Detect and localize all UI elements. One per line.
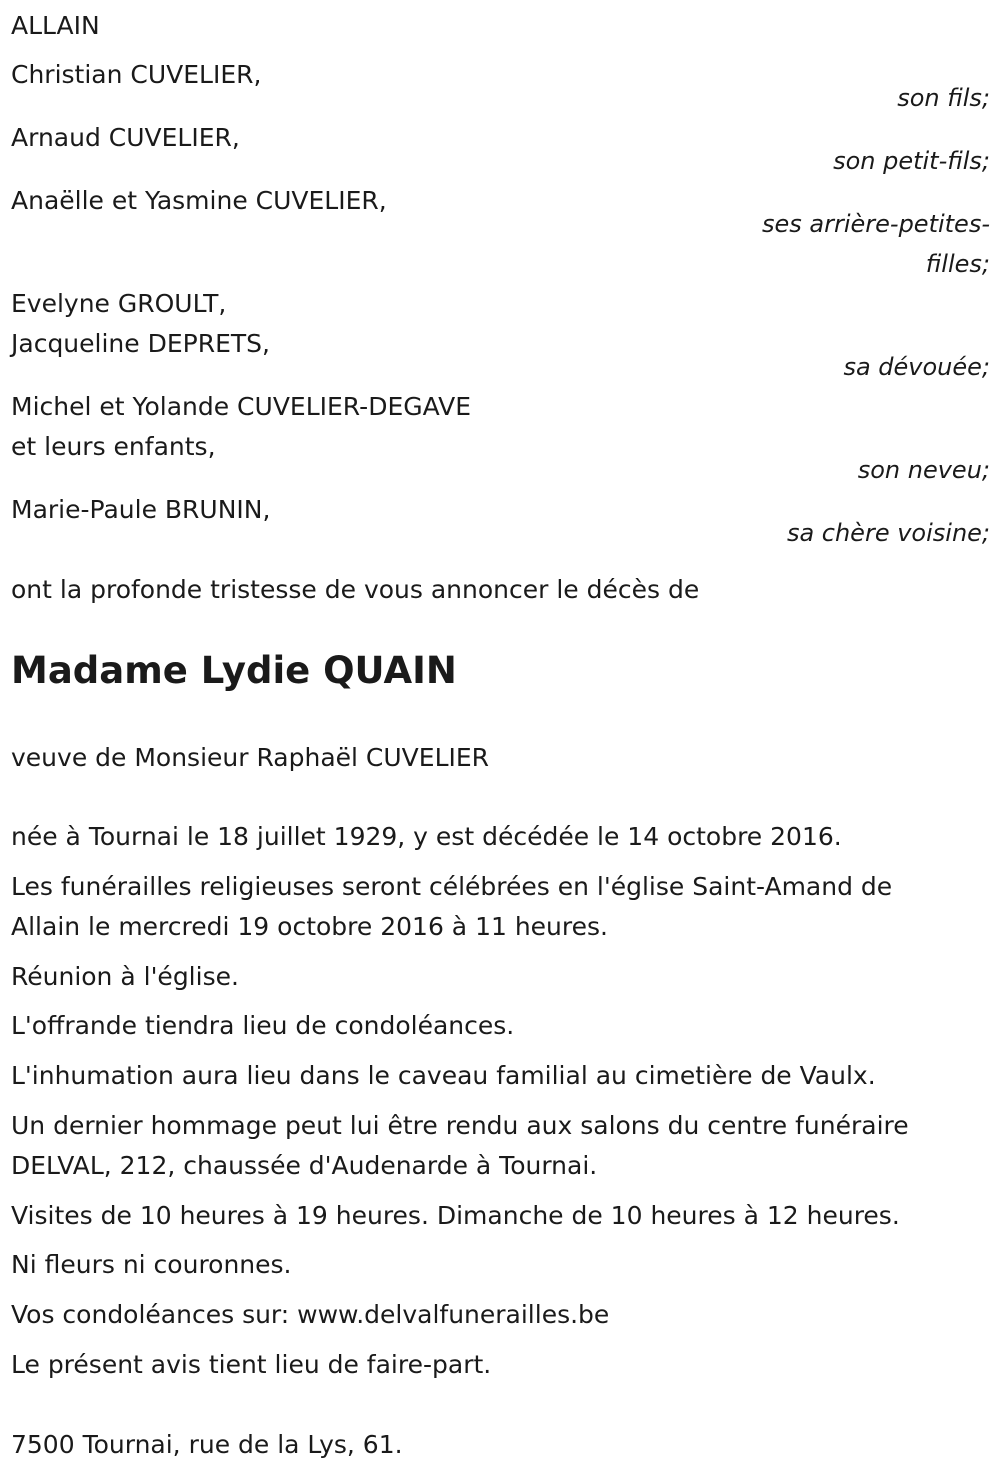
offering-text: L'offrande tiendra lieu de condoléances. bbox=[11, 1011, 515, 1040]
funeral-text: Allain le mercredi 19 octobre 2016 à 11 heures. bbox=[11, 912, 608, 941]
family-member-name: Jacqueline DEPRETS, bbox=[11, 329, 270, 358]
tribute-text: Un dernier hommage peut lui être rendu aux salons du centre funéraire bbox=[11, 1111, 909, 1140]
birth-death-text: née à Tournai le 18 juillet 1929, y est décédée le 14 octobre 2016. bbox=[11, 822, 842, 851]
family-member-relation: sa chère voisine; bbox=[786, 519, 990, 547]
family-member-relation: sa dévouée; bbox=[843, 353, 990, 381]
family-member-relation: ses arrière-petites- bbox=[762, 210, 990, 238]
address-text: 7500 Tournai, rue de la Lys, 61. bbox=[11, 1430, 403, 1459]
tribute-text: DELVAL, 212, chaussée d'Audenarde à Tournai. bbox=[11, 1151, 598, 1180]
notice-text: Le présent avis tient lieu de faire-part. bbox=[11, 1350, 492, 1379]
family-member-name: Arnaud CUVELIER, bbox=[11, 123, 240, 152]
deceased-name: Madame Lydie QUAIN bbox=[11, 649, 457, 692]
condolences-text: Vos condoléances sur: www.delvalfunerailles.be bbox=[11, 1300, 610, 1329]
visits-text: Visites de 10 heures à 19 heures. Dimanche de 10 heures à 12 heures. bbox=[11, 1201, 900, 1230]
family-member-relation: son fils; bbox=[897, 84, 990, 112]
family-member-relation: filles; bbox=[925, 250, 990, 278]
family-member-name: et leurs enfants, bbox=[11, 432, 216, 461]
family-member-name: Anaëlle et Yasmine CUVELIER, bbox=[11, 186, 387, 215]
funeral-text: Les funérailles religieuses seront célébrées en l'église Saint-Amand de bbox=[11, 872, 893, 901]
family-location: ALLAIN bbox=[11, 11, 100, 40]
family-member-name: Michel et Yolande CUVELIER-DEGAVE bbox=[11, 392, 472, 421]
meeting-text: Réunion à l'église. bbox=[11, 962, 239, 991]
family-member-name: Christian CUVELIER, bbox=[11, 60, 262, 89]
family-member-relation: son neveu; bbox=[857, 456, 990, 484]
family-member-name: Marie-Paule BRUNIN, bbox=[11, 495, 271, 524]
family-member-name: Evelyne GROULT, bbox=[11, 289, 227, 318]
family-member-relation: son petit-fils; bbox=[833, 147, 990, 175]
spouse-text: veuve de Monsieur Raphaël CUVELIER bbox=[11, 743, 490, 772]
announcement-text: ont la profonde tristesse de vous annoncer le décès de bbox=[11, 575, 700, 604]
flowers-text: Ni fleurs ni couronnes. bbox=[11, 1250, 292, 1279]
burial-text: L'inhumation aura lieu dans le caveau familial au cimetière de Vaulx. bbox=[11, 1061, 876, 1090]
